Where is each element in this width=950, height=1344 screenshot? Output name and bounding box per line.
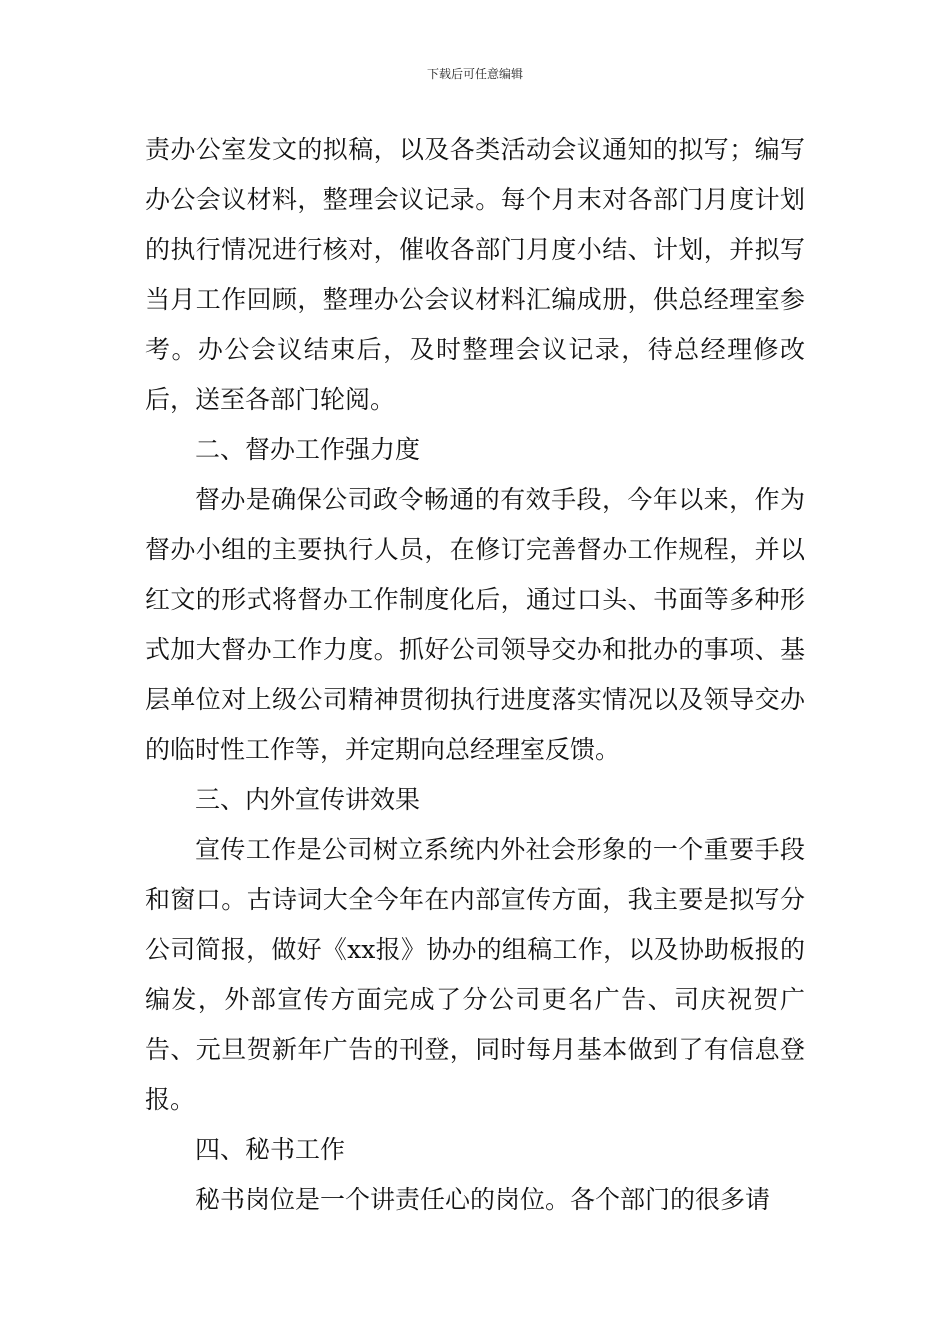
- page-header: 下载后可任意编辑: [426, 67, 523, 81]
- paragraph-3: 宣传工作是公司树立系统内外社会形象的一个重要手段和窗口。古诗词大全今年在内部宣传方面，我主要是拟写分公司简报，做好《xx报》协办的组稿工作，以及协助板报的编发，外部宣传方面完成了分公司更名广告、司庆祝贺广告、元旦贺新年广告的刊登，同时每月基本做到了有信息登报。: [145, 835, 805, 1114]
- document-body: [145, 125, 805, 1225]
- paragraph-4: 秘书岗位是一个讲责任心的岗位。各个部门的很多请: [195, 1185, 771, 1214]
- section-heading-3: 三、内外宣传讲效果: [195, 785, 421, 814]
- section-heading-2: 二、督办工作强力度: [195, 435, 421, 464]
- paragraph-2: 督办是确保公司政令畅通的有效手段，今年以来，作为督办小组的主要执行人员，在修订完善督办工作规程，并以红文的形式将督办工作制度化后，通过口头、书面等多种形式加大督办工作力度。抓好公司领导交办和批办的事项、基层单位对上级公司精神贯彻执行进度落实情况以及领导交办的临时性工作等，并定期向总经理室反馈。: [145, 485, 805, 764]
- section-heading-4: 四、秘书工作: [195, 1135, 346, 1164]
- paragraph-1: 责办公室发文的拟稿，以及各类活动会议通知的拟写；编写办公会议材料，整理会议记录。每个月末对各部门月度计划的执行情况进行核对，催收各部门月度小结、计划，并拟写当月工作回顾，整理办公会议材料汇编成册，供总经理室参考。办公会议结束后，及时整理会议记录，待总经理修改后，送至各部门轮阅。: [145, 135, 805, 414]
